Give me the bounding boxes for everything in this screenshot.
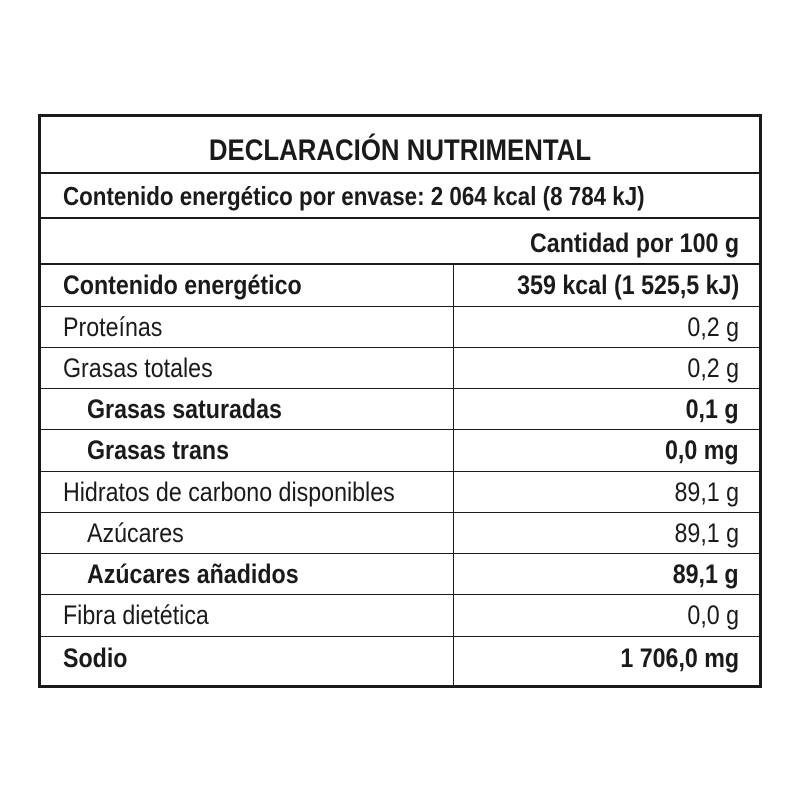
row-label-added-sugars: Azúcares añadidos [87, 559, 299, 589]
row-value-carbohydrates: 89,1 g [674, 477, 739, 507]
row-value-fiber: 0,0 g [687, 600, 739, 630]
row-value-proteins: 0,2 g [687, 312, 739, 342]
energy-per-package: Contenido energético por envase: 2 064 kcal (8 784 kJ) [63, 181, 645, 211]
row-value-energy: 359 kcal (1 525,5 kJ) [516, 270, 739, 300]
row-value-total-fat: 0,2 g [687, 353, 739, 383]
row-label-total-fat: Grasas totales [63, 353, 213, 383]
row-label-sugars: Azúcares [87, 518, 184, 548]
column-divider [453, 263, 454, 688]
row-label-energy: Contenido energético [63, 270, 302, 300]
row-label-proteins: Proteínas [63, 312, 163, 342]
nutrition-title: DECLARACIÓN NUTRIMENTAL [208, 134, 592, 167]
row-value-sodium: 1 706,0 mg [620, 643, 739, 673]
nutrition-facts-panel [38, 114, 762, 688]
column-header: Cantidad por 100 g [529, 228, 739, 258]
row-label-trans-fat: Grasas trans [87, 435, 229, 465]
row-label-carbohydrates: Hidratos de carbono disponibles [63, 477, 395, 507]
row-value-trans-fat: 0,0 mg [665, 435, 739, 465]
row-label-fiber: Fibra dietética [63, 600, 209, 630]
row-value-saturated-fat: 0,1 g [686, 394, 739, 424]
row-value-sugars: 89,1 g [674, 518, 739, 548]
package-divider [41, 217, 759, 219]
row-label-sodium: Sodio [63, 643, 128, 673]
row-label-saturated-fat: Grasas saturadas [87, 394, 282, 424]
title-divider [41, 172, 759, 174]
row-divider [41, 636, 759, 637]
row-value-added-sugars: 89,1 g [673, 559, 739, 589]
